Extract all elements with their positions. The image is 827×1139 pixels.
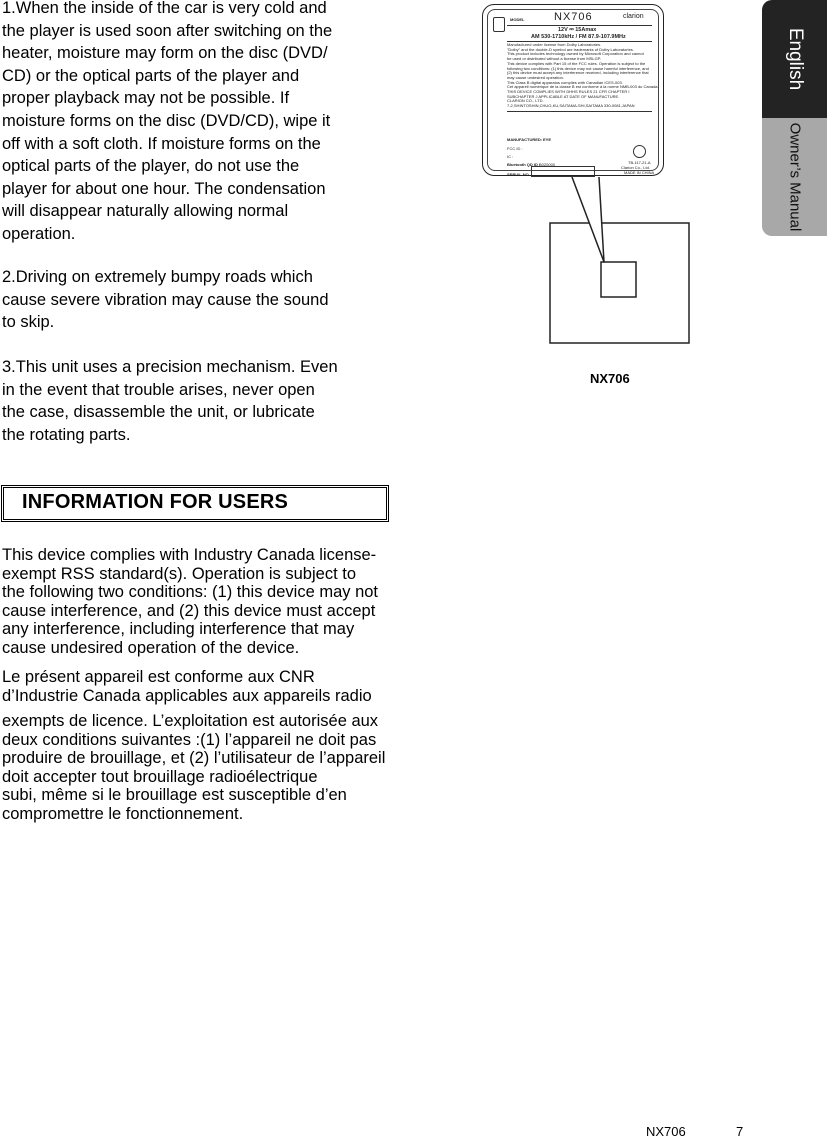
- label-bluetooth-value: B020000: [539, 162, 556, 167]
- label-brand: clarion: [623, 13, 644, 20]
- text-line: heater, moisture may form on the disc (DVD/: [2, 44, 328, 63]
- fine-print-line: following two conditions: (1) this device may not cause harmful interference, and: [507, 65, 649, 71]
- section-title: INFORMATION FOR USERS: [22, 491, 289, 513]
- tab-english[interactable]: [762, 0, 827, 118]
- compliance-french-body: [2, 712, 385, 824]
- text-line: subi, même si le brouillage est susceptible d’en: [2, 786, 347, 805]
- label-certification-icon: [633, 145, 646, 158]
- fine-print-line: (2) this device must accept any interference received, including interference that: [507, 70, 649, 76]
- fine-print-line: This product includes technology owned by Microsoft Corporation and cannot: [507, 51, 644, 57]
- text-line: produire de brouillage, et (2) l’utilisateur de l’appareil: [2, 749, 386, 768]
- label-serial: SERIAL NO.: [507, 172, 530, 177]
- text-line: deux conditions suivantes :(1) l’appareil ne doit pas: [2, 730, 377, 749]
- text-line: optical parts of the player, do not use the: [2, 157, 300, 176]
- text-line: This device complies with Industry Canada license-: [2, 546, 377, 564]
- fine-print-line: Manufactured under license from Dolby Laboratories.: [507, 42, 602, 47]
- tab-owners-manual[interactable]: [762, 118, 827, 236]
- label-position-marker: [601, 262, 636, 297]
- tab-manual-label: Owner’s Manual: [786, 122, 803, 232]
- fine-print-line: SUBCHAPTER J APPLICABLE AT DATE OF MANUFACTURE.: [507, 93, 620, 99]
- label-tb-code: TB-117-21-A: [628, 160, 651, 165]
- text-line: player for about one hour. The condensation: [2, 179, 326, 198]
- tab-english-label: English: [784, 27, 806, 91]
- text-line: compromettre le fonctionnement.: [2, 804, 244, 823]
- text-line: the player is used soon after switching on the: [2, 21, 333, 40]
- text-line: in the event that trouble arises, never open: [2, 380, 315, 399]
- fine-print-line: be used or distributed without a license from MSLGP.: [507, 56, 601, 62]
- label-serial-box: [531, 166, 595, 177]
- label-made-in: MADE IN CHINA: [624, 170, 655, 175]
- compliance-french-intro: [2, 668, 372, 705]
- fine-print-line: CLARION CO., LTD.: [507, 98, 544, 104]
- text-line: will disappear naturally allowing normal: [2, 202, 289, 221]
- fine-print-line: This device complies with Part 15 of the FCC rules. Operation is subject to the: [507, 60, 646, 66]
- label-maker: Clarion Co., Ltd.: [621, 165, 650, 170]
- text-line: cause undesired operation of the device.: [2, 638, 300, 657]
- instruction-paragraph-2: [2, 266, 329, 334]
- fine-print-line: may cause undesired operation.: [507, 74, 564, 80]
- label-ic: IC :: [507, 154, 514, 159]
- text-line: to skip.: [2, 313, 55, 332]
- label-model: NX706: [554, 11, 593, 23]
- fine-print-line: "Dolby" and the double-D symbol are trademarks of Dolby Laboratories.: [507, 46, 634, 52]
- text-line: off with a soft cloth. If moisture forms on the: [2, 134, 321, 153]
- text-line: doit accepter tout brouillage radioélectrique: [2, 767, 318, 786]
- label-model-tag: MODEL: [510, 17, 525, 22]
- label-fine-print: [507, 43, 659, 109]
- fine-print-line: 7-2,SHINTOSHIN,CHUO-KU,SAITAMA-SHI,SAITAMA 330-0081,JAPAN: [507, 103, 635, 109]
- section-heading-box: [1, 485, 389, 522]
- text-line: CD) or the optical parts of the player and: [2, 66, 300, 85]
- fine-print-line: Cet appareil numérique de la classe B est conforme à la norme NMB-003 du Canada.: [507, 84, 659, 90]
- product-rating-label: [482, 4, 664, 176]
- text-line: the case, disassemble the unit, or lubricate: [2, 403, 315, 422]
- label-fcc-id: FCC ID :: [507, 146, 523, 151]
- page-number: 7: [736, 1124, 744, 1139]
- label-power: 12V ⎓ 15Amax: [558, 27, 597, 33]
- label-manufactured-value: EYE: [543, 137, 552, 142]
- text-line: d’Industrie Canada applicables aux appareils radio: [2, 686, 372, 705]
- text-line: the following two conditions: (1) this device may not: [2, 583, 379, 602]
- text-line: exempt RSS standard(s). Operation is subject to: [2, 564, 356, 583]
- fine-print-line: This Class B digital apparatus complies with Canadian ICES-003.: [507, 79, 623, 85]
- text-line: 3.This unit uses a precision mechanism. Even: [2, 358, 338, 376]
- label-bluetooth-qdid: Bluetooth QD ID :: [507, 162, 541, 167]
- text-line: cause severe vibration may cause the sound: [2, 290, 329, 309]
- text-line: cause interference, and (2) this device must accept: [2, 601, 376, 620]
- compliance-english: [2, 546, 378, 658]
- text-line: proper playback may not be possible. If: [2, 89, 290, 108]
- figure-caption: NX706: [590, 371, 630, 386]
- fine-print-line: THIS DEVICE COMPLIES WITH DHHS RULES 21 CFR CHAPTER I: [507, 89, 630, 95]
- text-line: moisture forms on the disc (DVD/CD), wipe it: [2, 111, 331, 130]
- text-line: the rotating parts.: [2, 425, 131, 444]
- text-line: exempts de licence. L’exploitation est autorisée aux: [2, 712, 379, 730]
- text-line: Le présent appareil est conforme aux CNR: [2, 668, 315, 686]
- label-manufactured: MANUFACTURED:: [507, 137, 543, 142]
- footer-model: NX706: [646, 1124, 686, 1139]
- text-line: 1.When the inside of the car is very cold and: [2, 0, 327, 17]
- label-frequency: AM 530-1710kHz / FM 87.9-107.9MHz: [531, 34, 626, 40]
- instruction-paragraph-3: [2, 356, 338, 446]
- text-line: 2.Driving on extremely bumpy roads which: [2, 268, 313, 286]
- label-location-figure: [470, 0, 750, 400]
- label-logo-icon: [493, 17, 505, 32]
- text-line: any interference, including interference that may: [2, 620, 355, 639]
- text-line: operation.: [2, 224, 76, 243]
- instruction-paragraph-1: [2, 0, 332, 246]
